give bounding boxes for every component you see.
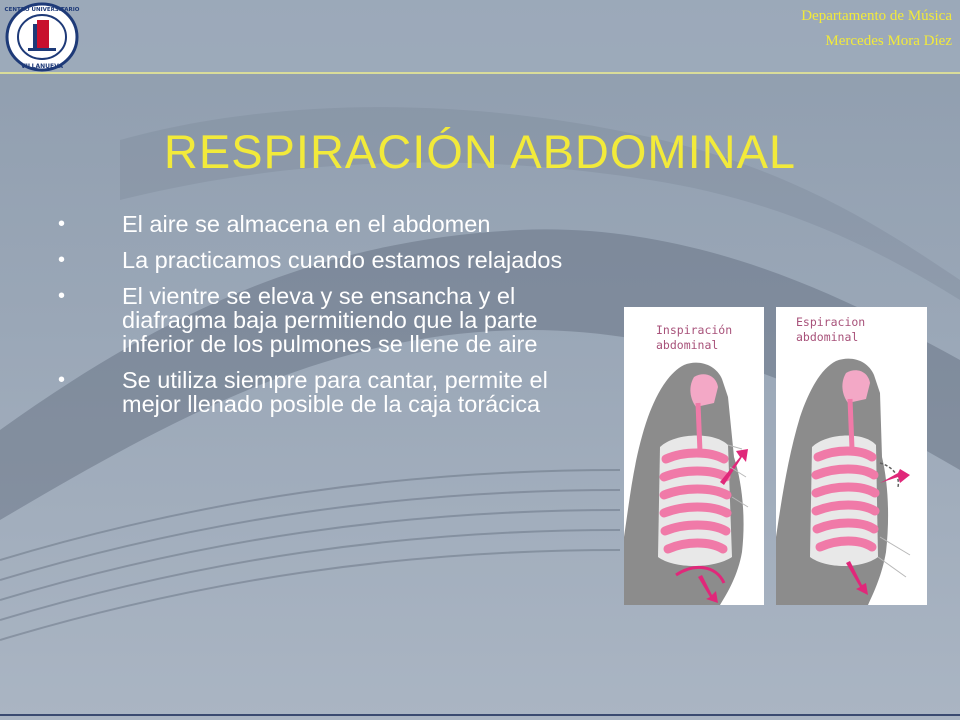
bullet-marker: • [58, 249, 66, 271]
exhalation-torso-icon [776, 307, 927, 605]
department-label: Departamento de Música [801, 8, 952, 24]
bullet-item [56, 212, 596, 236]
author-label: Mercedes Mora Díez [825, 33, 952, 49]
bullet-marker: • [58, 213, 66, 235]
slide-title: RESPIRACIÓN ABDOMINAL [163, 125, 797, 178]
bullet-list [56, 212, 596, 428]
footer-divider [0, 714, 960, 716]
expiration-figure [776, 307, 927, 605]
figure-caption [796, 315, 865, 345]
header-divider [0, 72, 960, 74]
inspiration-figure [624, 307, 764, 605]
university-seal-icon [4, 2, 80, 72]
logo-text-bottom: VILLANUEVA [20, 63, 64, 70]
bullet-marker: • [58, 285, 66, 307]
caption-line-2: abdominal [796, 330, 859, 344]
bullet-item [56, 248, 596, 272]
caption-line-2: abdominal [656, 338, 719, 352]
bullet-text: El vientre se eleva y se ensancha y el diafragma baja permitiendo que la parte inferior de los pulmones se llene de aire [122, 283, 538, 357]
logo-text-top: CENTRO UNIVERSITARIO [4, 7, 80, 13]
figure-caption [656, 323, 732, 353]
bullet-marker: • [58, 369, 66, 391]
header-info [801, 4, 952, 54]
caption-line-1: Espiracion [796, 315, 866, 329]
bullet-text: La practicamos cuando estamos relajados [122, 247, 563, 273]
caption-line-1: Inspiración [656, 323, 733, 337]
bullet-text: Se utiliza siempre para cantar, permite el mejor llenado posible de la caja torácica [122, 367, 548, 417]
bullet-item [56, 284, 596, 356]
bullet-text: El aire se almacena en el abdomen [122, 211, 491, 237]
bullet-item [56, 368, 596, 416]
